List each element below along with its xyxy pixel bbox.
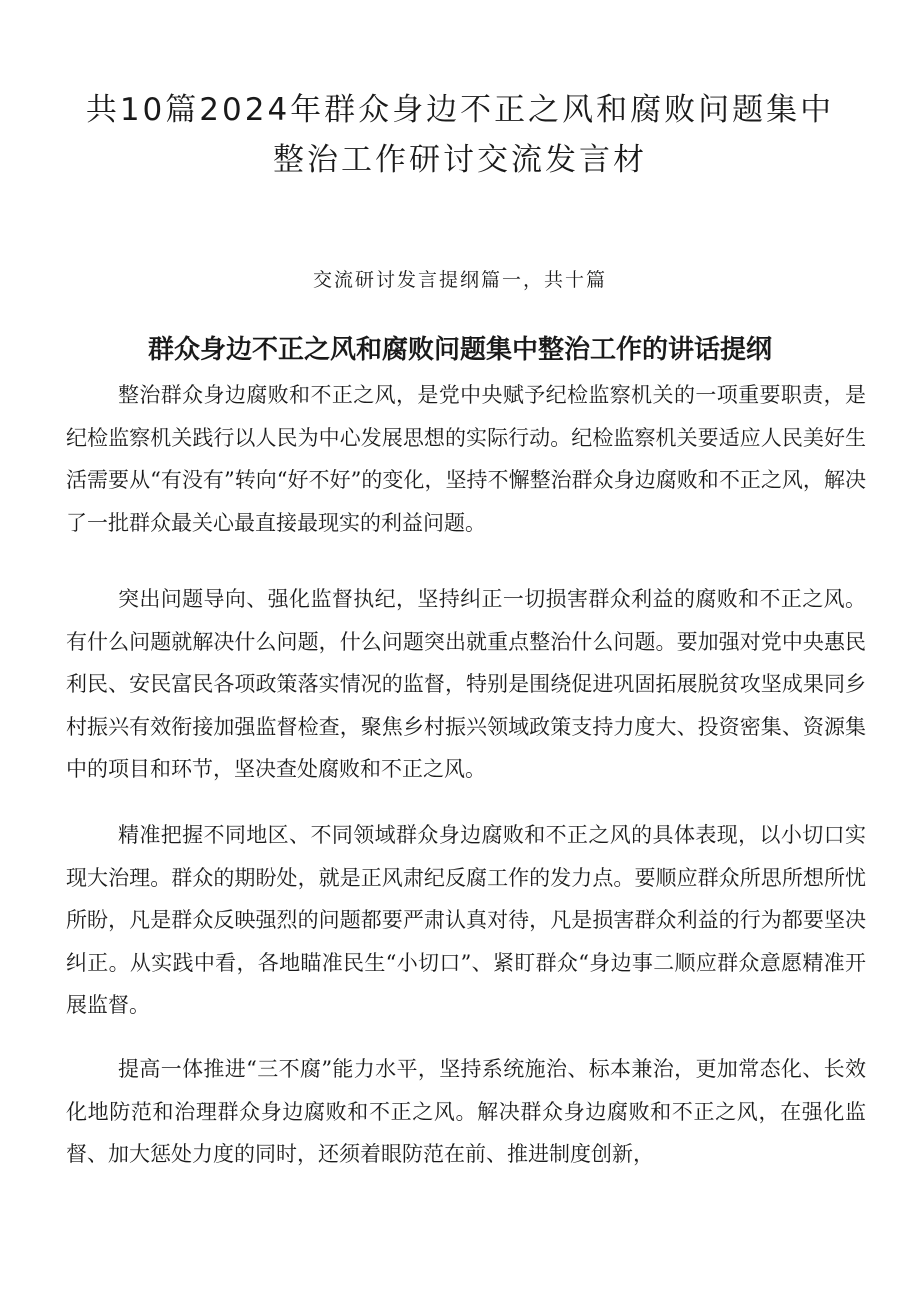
body-paragraph-1: 整治群众身边腐败和不正之风，是党中央赋予纪检监察机关的一项重要职责，是纪检监察机关践行以人民为中心发展思想的实际行动。纪检监察机关要适应人民美好生活需要从“有没有”转向“好不好”的变化，坚持不懈整治群众身边腐败和不正之风，解决了一批群众最关心最直接最现实的利益问题。	[66, 383, 866, 535]
body-paragraph-2: 突出问题导向、强化监督执纪，坚持纠正一切损害群众利益的腐败和不正之风。有什么问题就解决什么问题，什么问题突出就重点整治什么问题。要加强对党中央惠民利民、安民富民各项政策落实情况的监督，特别是围绕促进巩固拓展脱贫攻坚成果同乡村振兴有效衔接加强监督检查，聚焦乡村振兴领域政策支持力度大、投资密集、资源集中的项目和环节，坚决查处腐败和不正之风。	[66, 587, 866, 781]
document-title-line-2: 整治工作研讨交流发言材	[273, 142, 647, 178]
document-subtitle: 交流研讨发言提纲篇一，共十篇	[312, 269, 607, 291]
section-heading: 群众身边不正之风和腐败问题集中整治工作的讲话提纲	[147, 335, 772, 365]
body-paragraph-3: 精准把握不同地区、不同领域群众身边腐败和不正之风的具体表现，以小切口实现大治理。群众的期盼处，就是正风肃纪反腐工作的发力点。要顺应群众所思所想所忧所盼，凡是群众反映强烈的问题都要严肃认真对待，凡是损害群众利益的行为都要坚决纠正。从实践中看，各地瞄准民生“小切口”、紧盯群众“身边事二顺应群众意愿精准开展监督。	[66, 823, 866, 1017]
document-title-line-1: 共10篇2024年群众身边不正之风和腐败问题集中	[85, 92, 835, 128]
body-paragraph-4: 提高一体推进“三不腐”能力水平，坚持系统施治、标本兼治，更加常态化、长效化地防范和治理群众身边腐败和不正之风。解决群众身边腐败和不正之风，在强化监督、加大惩处力度的同时，还须着眼防范在前、推进制度创新，	[66, 1057, 866, 1166]
